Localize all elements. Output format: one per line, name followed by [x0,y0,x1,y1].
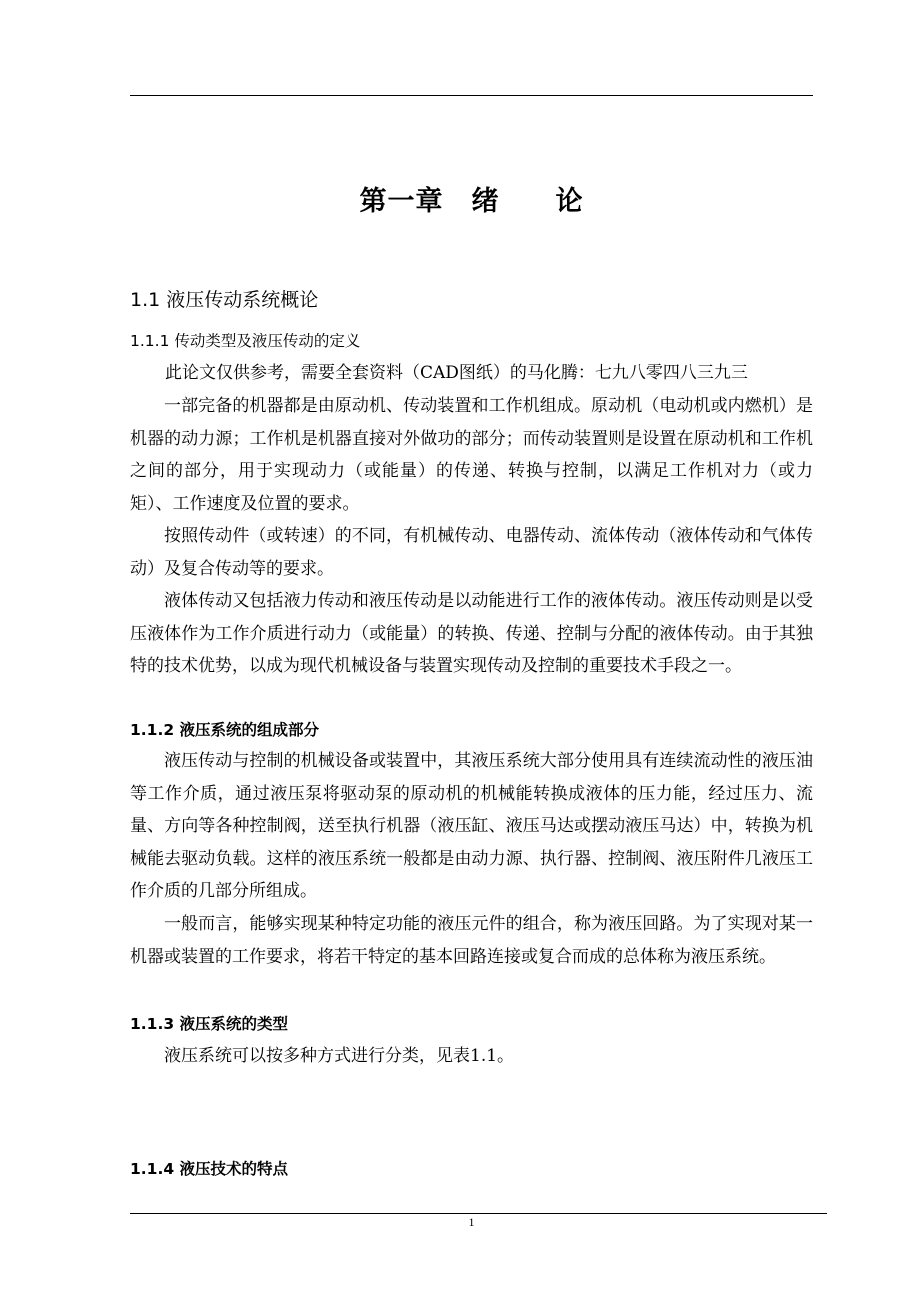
chapter-title: 第一章 绪 论 [359,186,584,217]
header-rule [130,95,813,96]
section-heading-1-1-4: 1.1.4 液压技术的特点 [130,1160,289,1178]
page-number: 1 [468,1215,475,1229]
paragraph-transmission-types: 按照传动件（或转速）的不同，有机械传动、电器传动、流体传动（液体传动和气体传动）及复合传动等的要求。 [130,526,813,579]
reference-note: 此论文仅供参考，需要全套资料（CAD图纸）的马化腾：七九八零四八三九三 [165,363,748,383]
paragraph-system-composition: 液压传动与控制的机械设备或装置中，其液压系统大部分使用具有连续流动性的液压油等工作介质，通过液压泵将驱动泵的原动机的机械能转换成液体的压力能，经过压力、流量、方向等各种控制阀，送至执行机器（液压缸、液压马达或摆动液压马达）中，转换为机械能去驱动负载。这样的液压系统一般都是由动力源、执行器、控制阀、液压附件几液压工作介质的几部分所组成。 [130,751,813,901]
section-heading-1-1: 1.1 液压传动系统概论 [130,289,319,311]
section-heading-1-1-3: 1.1.3 液压系统的类型 [130,1015,289,1033]
paragraph-hydraulic-circuit: 一般而言，能够实现某种特定功能的液压元件的组合，称为液压回路。为了实现对某一机器或装置的工作要求，将若干特定的基本回路连接或复合而成的总体称为液压系统。 [130,914,813,967]
section-heading-1-1-1: 1.1.1 传动类型及液压传动的定义 [130,332,361,350]
paragraph-system-classification: 液压系统可以按多种方式进行分类，见表1.1。 [164,1046,515,1066]
paragraph-machine-components: 一部完备的机器都是由原动机、传动装置和工作机组成。原动机（电动机或内燃机）是机器的动力源；工作机是机器直接对外做功的部分；而传动装置则是设置在原动机和工作机之间的部分，用于实现动力（或能量）的传递、转换与控制，以满足工作机对力（或力矩）、工作速度及位置的要求。 [130,396,813,514]
section-heading-1-1-2: 1.1.2 液压系统的组成部分 [130,721,320,739]
paragraph-fluid-transmission: 液体传动又包括液力传动和液压传动是以动能进行工作的液体传动。液压传动则是以受压液体作为工作介质进行动力（或能量）的转换、传递、控制与分配的液体传动。由于其独特的技术优势，以成为现代机械设备与装置实现传动及控制的重要技术手段之一。 [130,591,813,676]
